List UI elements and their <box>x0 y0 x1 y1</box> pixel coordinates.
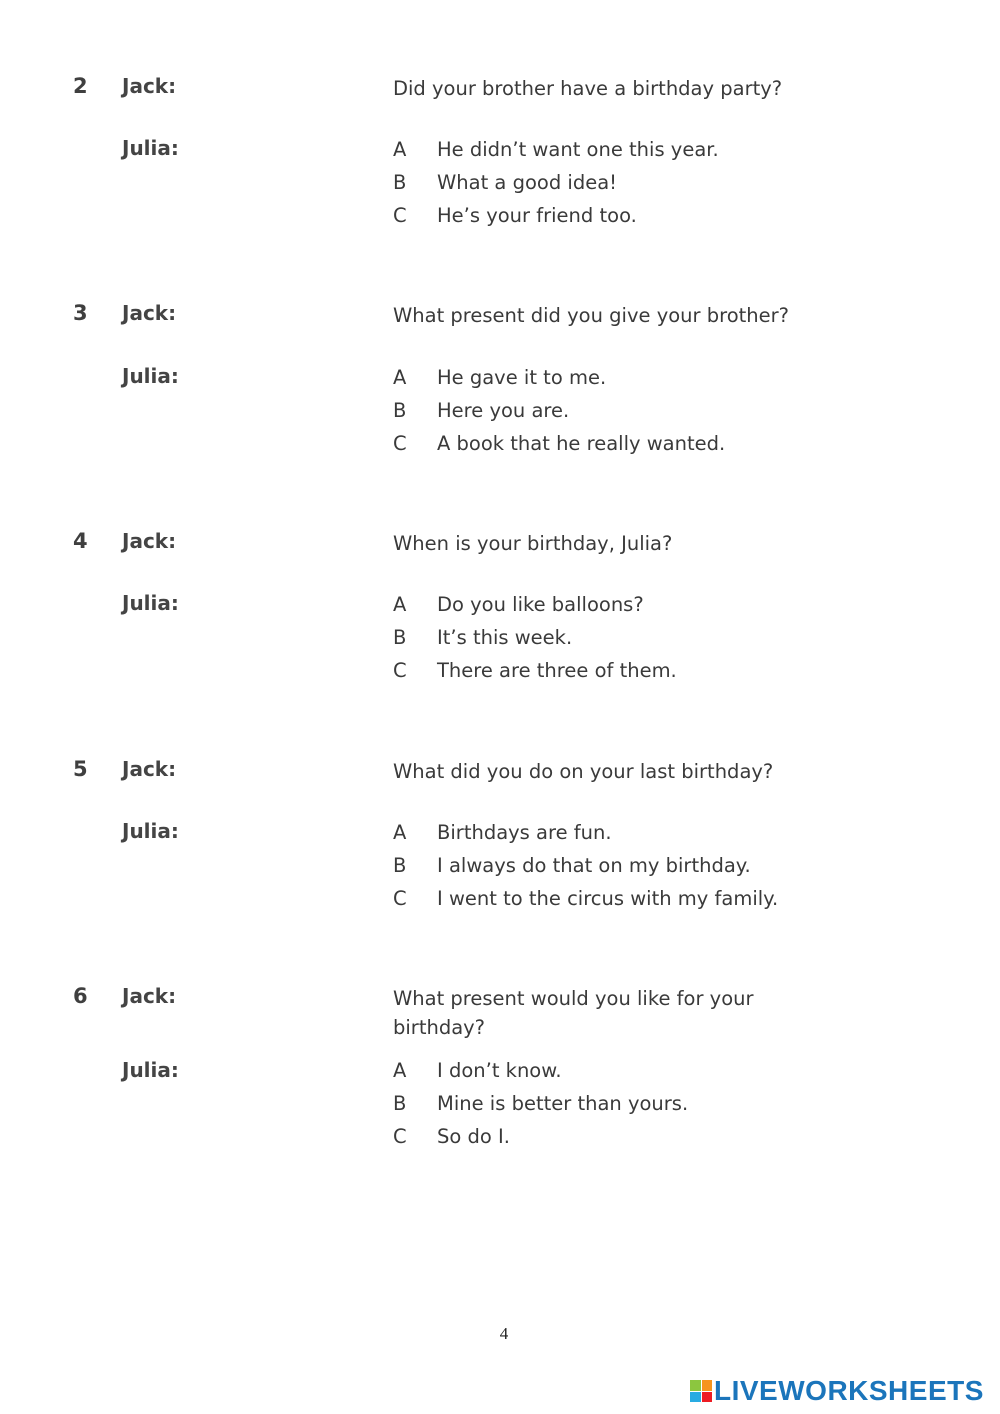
julia-label: Julia: <box>122 819 179 843</box>
logo-text: LIVEWORKSHEETS <box>714 1375 984 1406</box>
question-prompt: When is your birthday, Julia? <box>393 532 673 555</box>
option-letter: C <box>393 432 407 455</box>
jack-label: Jack: <box>122 529 177 553</box>
option-text: What a good idea! <box>437 171 617 194</box>
option-text: There are three of them. <box>437 659 677 682</box>
answer-option-c[interactable] <box>393 884 778 917</box>
jack-label: Jack: <box>122 301 177 325</box>
logo-mark-cell <box>690 1392 701 1403</box>
option-text: A book that he really wanted. <box>437 432 726 455</box>
answer-option-c[interactable] <box>393 201 719 234</box>
option-letter: C <box>393 659 407 682</box>
option-text: It’s this week. <box>437 626 573 649</box>
option-letter: C <box>393 1125 407 1148</box>
option-text: Mine is better than yours. <box>437 1092 689 1115</box>
jack-label: Jack: <box>122 757 177 781</box>
option-letter: A <box>393 138 407 161</box>
julia-label: Julia: <box>122 591 179 615</box>
jack-label: Jack: <box>122 984 177 1008</box>
answer-options <box>393 1056 688 1155</box>
option-letter: B <box>393 399 407 422</box>
option-letter: B <box>393 171 407 194</box>
answer-option-a[interactable] <box>393 1056 688 1089</box>
option-text: I went to the circus with my family. <box>437 887 779 910</box>
answer-option-c[interactable] <box>393 1122 688 1155</box>
answer-options <box>393 590 677 689</box>
answer-options <box>393 135 719 234</box>
answer-option-c[interactable] <box>393 656 677 689</box>
question-number: 2 <box>73 74 88 98</box>
option-letter: A <box>393 821 407 844</box>
option-letter: C <box>393 887 407 910</box>
logo-mark-cell <box>690 1380 701 1391</box>
question-prompt: What present would you like for your birthday? <box>393 987 754 1039</box>
option-letter: A <box>393 1059 407 1082</box>
julia-label: Julia: <box>122 136 179 160</box>
answer-options <box>393 363 725 462</box>
option-text: Birthdays are fun. <box>437 821 612 844</box>
option-text: So do I. <box>437 1125 510 1148</box>
logo-mark-cell <box>702 1380 713 1391</box>
question-prompt: What did you do on your last birthday? <box>393 760 774 783</box>
question-number: 4 <box>73 529 88 553</box>
answer-option-a[interactable] <box>393 818 778 851</box>
answer-option-b[interactable] <box>393 1089 688 1122</box>
option-text: He gave it to me. <box>437 366 607 389</box>
julia-label: Julia: <box>122 1058 179 1082</box>
option-text: I don’t know. <box>437 1059 562 1082</box>
page-number: 4 <box>499 1324 509 1343</box>
logo-mark-cell <box>702 1392 713 1403</box>
option-text: I always do that on my birthday. <box>437 854 751 877</box>
option-letter: A <box>393 366 407 389</box>
question-prompt: What present did you give your brother? <box>393 304 789 327</box>
answer-option-a[interactable] <box>393 135 719 168</box>
option-letter: B <box>393 854 407 877</box>
option-letter: C <box>393 204 407 227</box>
answer-option-b[interactable] <box>393 851 778 884</box>
question-number: 6 <box>73 984 88 1008</box>
answer-option-a[interactable] <box>393 590 677 623</box>
answer-options <box>393 818 778 917</box>
option-text: Do you like balloons? <box>437 593 644 616</box>
answer-option-c[interactable] <box>393 429 725 462</box>
liveworksheets-logo-icon <box>690 1380 712 1402</box>
option-letter: A <box>393 593 407 616</box>
option-text: Here you are. <box>437 399 570 422</box>
question-number: 3 <box>73 301 88 325</box>
julia-label: Julia: <box>122 364 179 388</box>
option-letter: B <box>393 1092 407 1115</box>
answer-option-b[interactable] <box>393 396 725 429</box>
option-text: He’s your friend too. <box>437 204 637 227</box>
option-text: He didn’t want one this year. <box>437 138 719 161</box>
answer-option-a[interactable] <box>393 363 725 396</box>
liveworksheets-logo[interactable] <box>690 1374 984 1408</box>
option-letter: B <box>393 626 407 649</box>
question-number: 5 <box>73 757 88 781</box>
question-prompt: Did your brother have a birthday party? <box>393 77 783 100</box>
answer-option-b[interactable] <box>393 623 677 656</box>
jack-label: Jack: <box>122 74 177 98</box>
answer-option-b[interactable] <box>393 168 719 201</box>
